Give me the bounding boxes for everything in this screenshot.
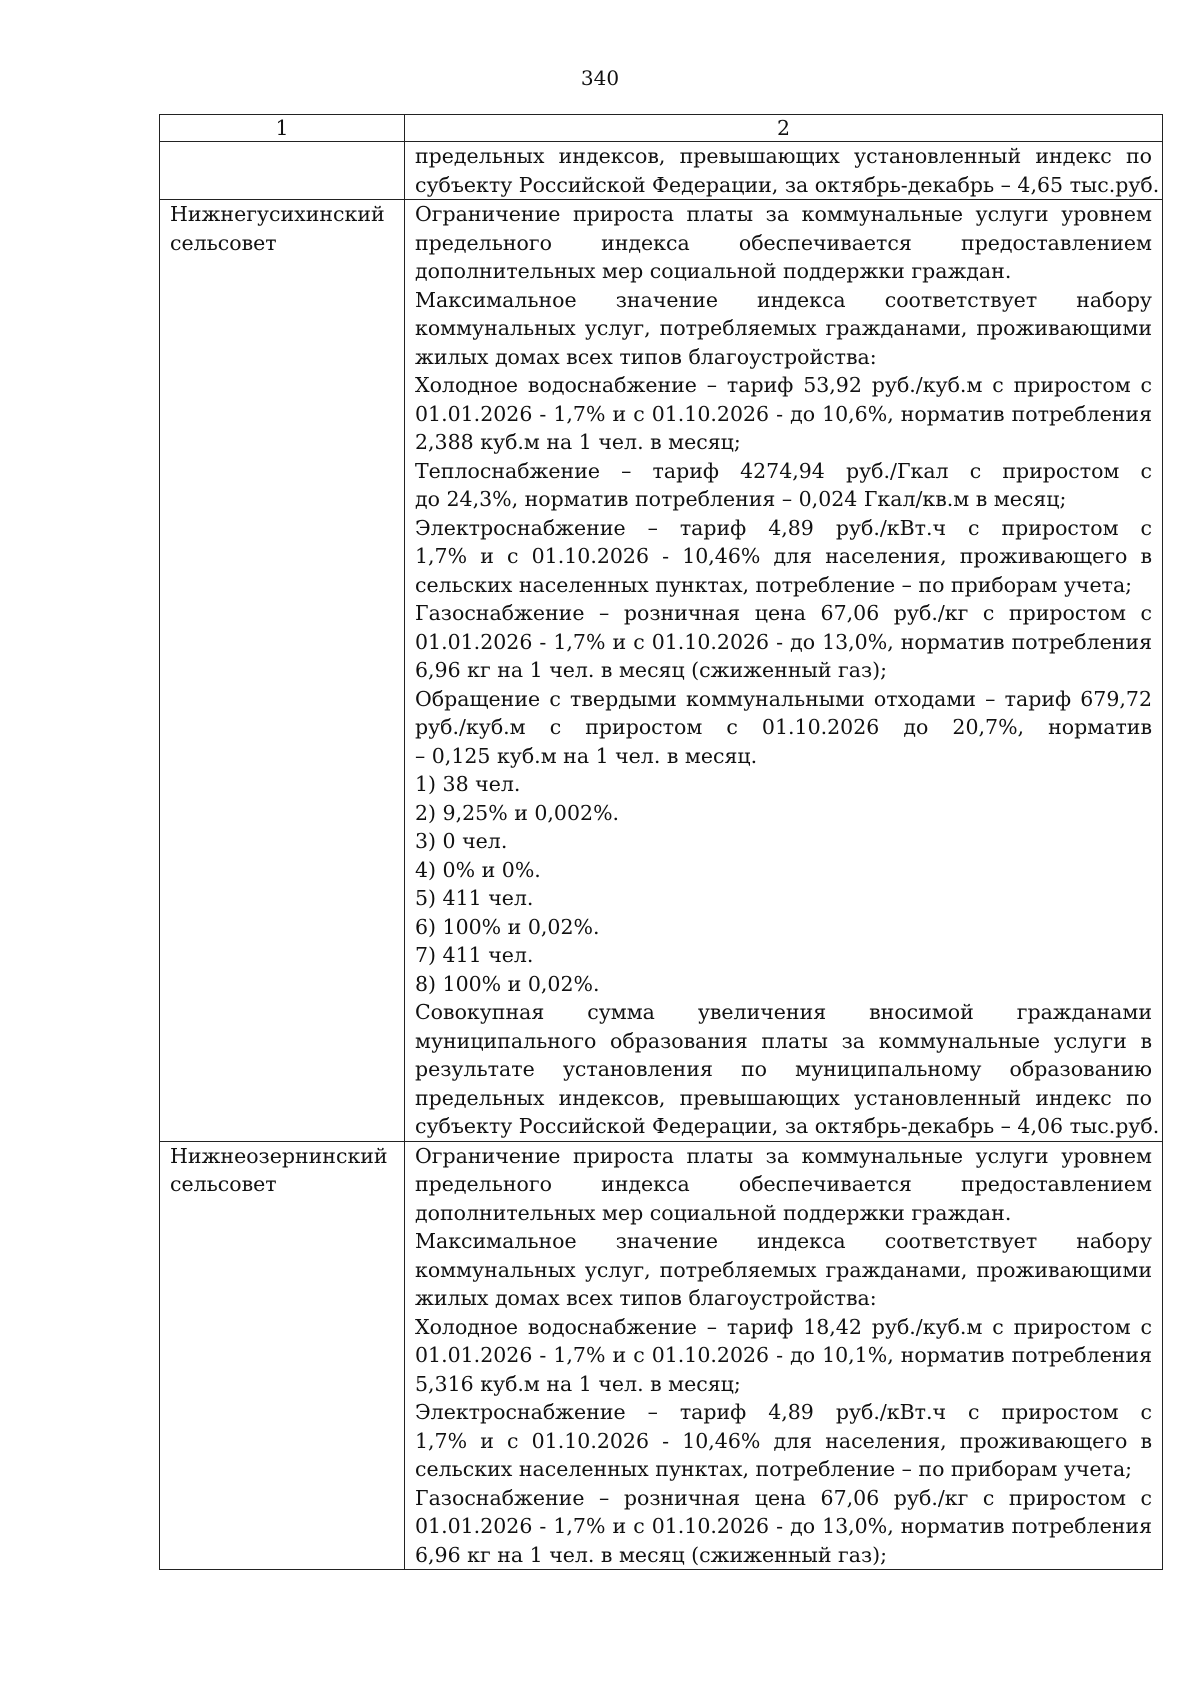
municipality-name-line: Нижнеозернинский — [170, 1143, 388, 1168]
table-row — [160, 142, 1163, 200]
municipality-name-line: сельсовет — [170, 1172, 277, 1196]
description-line: коммунальных услуг, потребляемых гражданами, проживающими — [415, 1257, 1152, 1282]
description-line: 1,7% и с 01.10.2026 - 10,46% для населения, проживающего в — [415, 544, 1152, 568]
description-line: Холодное водоснабжение – тариф 53,92 руб./куб.м с приростом с — [415, 373, 1152, 397]
description-line: 01.01.2026 - 1,7% и с 01.10.2026 - до 10,1%, норматив потребления — [415, 1343, 1152, 1367]
description-line: Максимальное значение индекса соответствует набору — [415, 287, 1152, 312]
description-line: 8) 100% и 0,02%. — [415, 971, 600, 996]
description-line: Электроснабжение – тариф 4,89 руб./кВт.ч с приростом с — [415, 1400, 1152, 1424]
description-line: предельных индексов, превышающих установленный индекс по — [415, 1085, 1152, 1110]
description-line: 7) 411 чел. — [415, 943, 534, 967]
description-line: 4) 0% и 0%. — [415, 857, 541, 882]
description-line: предельного индекса обеспечивается предоставлением — [415, 1172, 1152, 1196]
municipality-cell — [160, 200, 405, 1142]
description-line: сельских населенных пунктах, потребление – по приборам учета; — [415, 572, 1133, 597]
table-header-row — [160, 115, 1163, 142]
description-line: дополнительных мер социальной поддержки граждан. — [415, 259, 1012, 283]
description-line: 2,388 куб.м на 1 чел. в месяц; — [415, 430, 741, 454]
description-line: 01.01.2026 - 1,7% и с 01.10.2026 - до 13,0%, норматив потребления — [415, 629, 1152, 654]
description-line: 2) 9,25% и 0,002%. — [415, 800, 620, 825]
description-line: 3) 0 чел. — [415, 829, 508, 853]
description-line: руб./куб.м с приростом с 01.10.2026 до 20,7%, норматив — [415, 715, 1152, 739]
municipality-name-line: сельсовет — [170, 230, 277, 255]
column-header-2: 2 — [405, 115, 1163, 142]
municipality-cell — [160, 1141, 405, 1570]
description-line: Теплоснабжение – тариф 4274,94 руб./Гкал с приростом с — [415, 458, 1152, 483]
description-line: Электроснабжение – тариф 4,89 руб./кВт.ч с приростом с — [415, 515, 1152, 540]
description-line: результате установления по муниципальному образованию — [415, 1057, 1152, 1081]
description-line: 5) 411 чел. — [415, 886, 534, 910]
municipality-cell — [160, 142, 405, 200]
description-line: 6,96 кг на 1 чел. в месяц (сжиженный газ); — [415, 1542, 888, 1567]
description-line: субъекту Российской Федерации, за октябрь-декабрь – 4,06 тыс.руб. — [415, 1114, 1160, 1138]
description-line: Газоснабжение – розничная цена 67,06 руб./кг с приростом с — [415, 601, 1152, 625]
page-number: 340 — [580, 66, 620, 90]
column-header-1: 1 — [160, 115, 405, 142]
description-line: 01.01.2026 - 1,7% и с 01.10.2026 - до 13,0%, норматив потребления — [415, 1514, 1152, 1538]
description-line: Совокупная сумма увеличения вносимой гражданами — [415, 1000, 1152, 1024]
description-line: Холодное водоснабжение – тариф 18,42 руб./куб.м с приростом с — [415, 1314, 1152, 1339]
table-body — [160, 115, 1163, 1570]
description-cell — [405, 1141, 1163, 1570]
description-line: Газоснабжение – розничная цена 67,06 руб./кг с приростом с — [415, 1485, 1152, 1510]
municipality-name-line: Нижнегусихинский — [170, 202, 385, 226]
description-line: коммунальных услуг, потребляемых гражданами, проживающими — [415, 316, 1152, 340]
description-line: 1) 38 чел. — [415, 772, 521, 796]
description-line: сельских населенных пунктах, потребление – по приборам учета; — [415, 1457, 1133, 1481]
description-line: Ограничение прироста платы за коммунальные услуги уровнем — [415, 1143, 1152, 1168]
description-line: – 0,125 куб.м на 1 чел. в месяц. — [415, 743, 758, 768]
description-cell — [405, 200, 1163, 1142]
description-line: предельного индекса обеспечивается предоставлением — [415, 230, 1152, 255]
description-line: Максимальное значение индекса соответствует набору — [415, 1229, 1152, 1253]
description-line: дополнительных мер социальной поддержки граждан. — [415, 1200, 1012, 1225]
description-line: 1,7% и с 01.10.2026 - 10,46% для населения, проживающего в — [415, 1428, 1152, 1453]
description-line: жилых домах всех типов благоустройства: — [415, 1286, 877, 1310]
description-line: субъекту Российской Федерации, за октябрь-декабрь – 4,65 тыс.руб. — [415, 172, 1160, 197]
description-line: 5,316 куб.м на 1 чел. в месяц; — [415, 1371, 741, 1396]
description-line: до 24,3%, норматив потребления – 0,024 Гкал/кв.м в месяц; — [415, 487, 1067, 511]
table-row — [160, 1141, 1163, 1570]
description-line: предельных индексов, превышающих установленный индекс по — [415, 144, 1152, 168]
description-line: муниципального образования платы за коммунальные услуги в — [415, 1028, 1152, 1053]
document-table — [159, 114, 1163, 1570]
description-line: Ограничение прироста платы за коммунальные услуги уровнем — [415, 202, 1152, 226]
description-line: 6,96 кг на 1 чел. в месяц (сжиженный газ); — [415, 658, 888, 682]
table-row — [160, 200, 1163, 1142]
description-line: Обращение с твердыми коммунальными отходами – тариф 679,72 — [415, 686, 1152, 711]
description-line: 6) 100% и 0,02%. — [415, 914, 600, 939]
description-cell — [405, 142, 1163, 200]
description-line: жилых домах всех типов благоустройства: — [415, 344, 877, 369]
description-line: 01.01.2026 - 1,7% и с 01.10.2026 - до 10,6%, норматив потребления — [415, 401, 1152, 426]
